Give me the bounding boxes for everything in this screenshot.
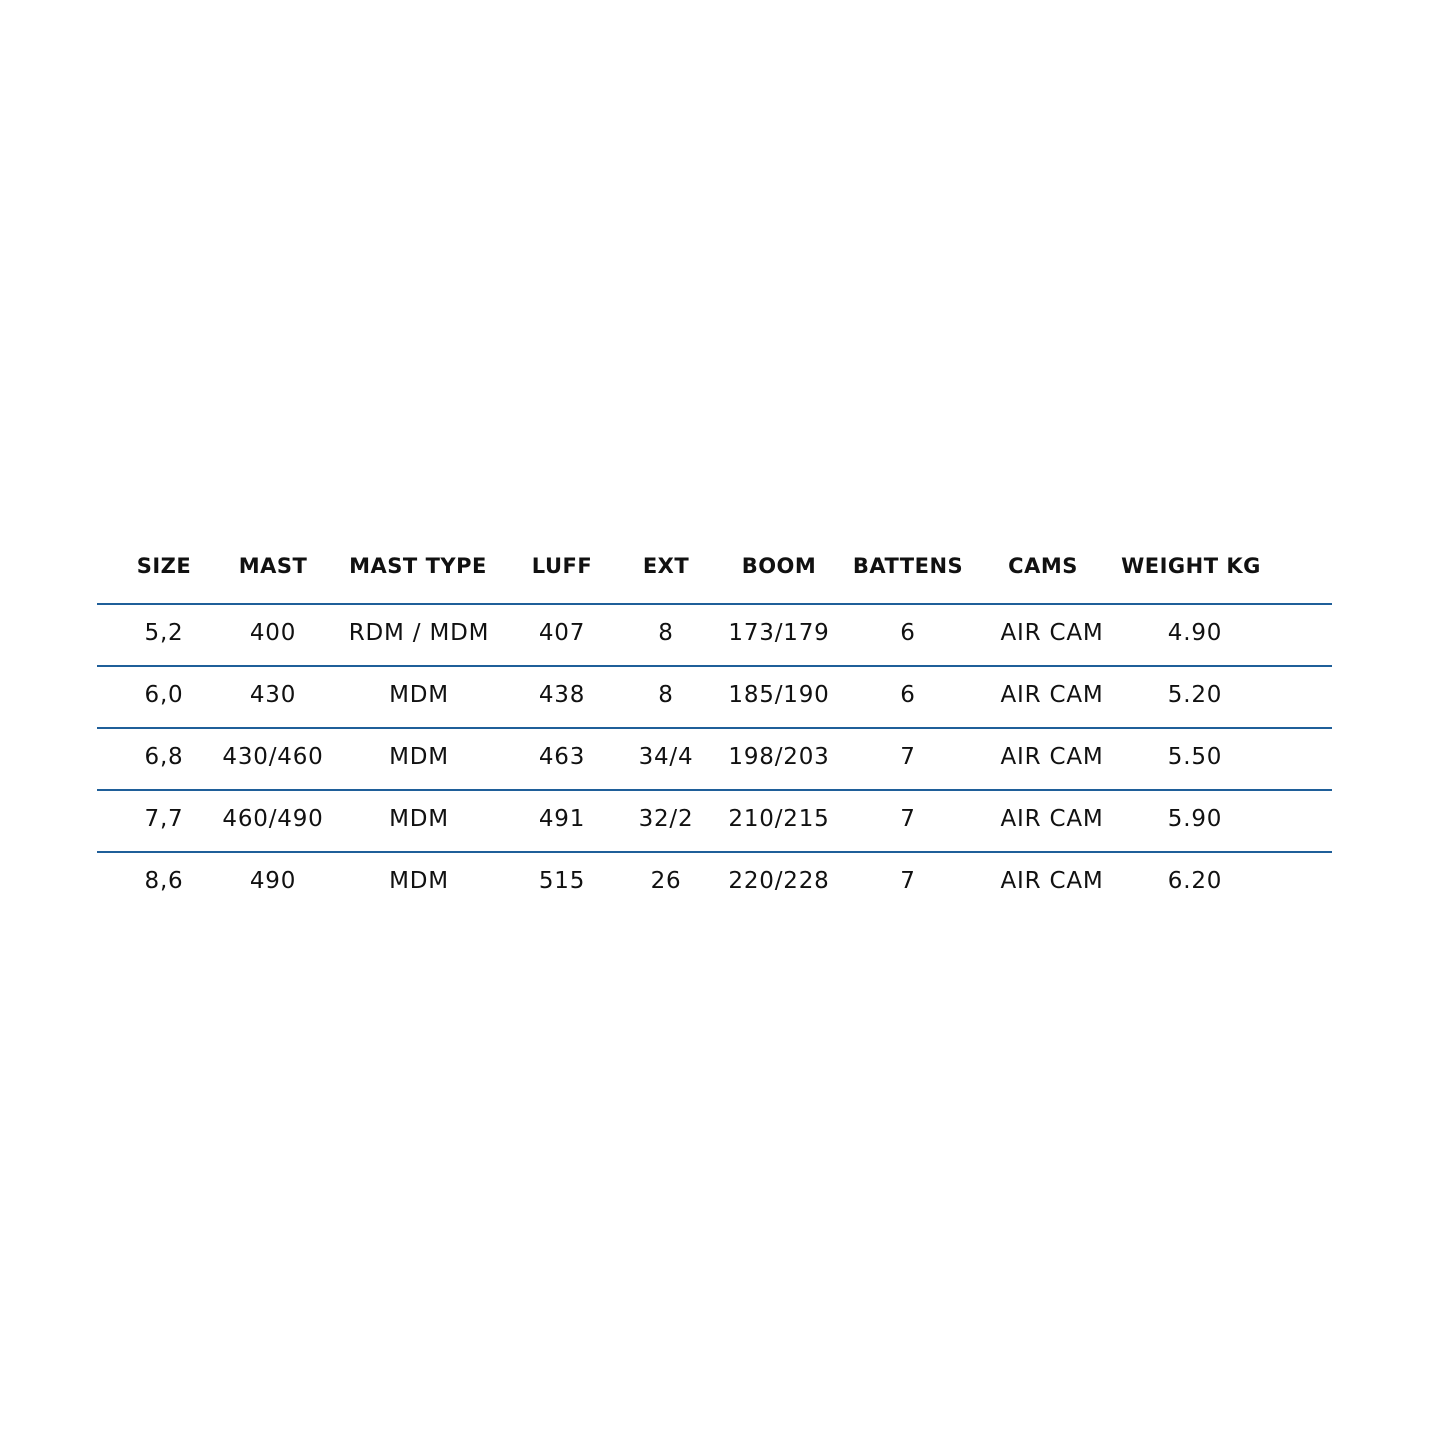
cell-mast: 430 — [249, 682, 297, 708]
cell-luff: 438 — [538, 682, 586, 708]
cell-size: 6,8 — [144, 744, 184, 770]
header-luff: LUFF — [531, 554, 593, 578]
cell-size: 8,6 — [144, 868, 184, 894]
header-size: SIZE — [136, 554, 192, 578]
table-row — [97, 851, 1332, 913]
cell-cams: AIR CAM — [1000, 744, 1104, 770]
table-row — [97, 665, 1332, 727]
cell-ext: 8 — [658, 620, 674, 646]
cell-luff: 491 — [538, 806, 586, 832]
cell-weight: 4.90 — [1167, 620, 1223, 646]
cell-boom: 185/190 — [728, 682, 830, 708]
header-mast: MAST — [238, 554, 308, 578]
header-weight-kg: WEIGHT KG — [1121, 554, 1261, 578]
header-ext: EXT — [642, 554, 690, 578]
cell-battens: 6 — [900, 682, 916, 708]
cell-cams: AIR CAM — [1000, 682, 1104, 708]
header-cams: CAMS — [1008, 554, 1078, 578]
cell-boom: 198/203 — [728, 744, 830, 770]
cell-mast: 400 — [249, 620, 297, 646]
cell-size: 7,7 — [144, 806, 184, 832]
cell-mast: 430/460 — [222, 744, 324, 770]
cell-mast: 460/490 — [222, 806, 324, 832]
cell-ext: 32/2 — [638, 806, 694, 832]
cell-mast-type: MDM — [389, 806, 449, 832]
cell-boom: 173/179 — [728, 620, 830, 646]
cell-luff: 407 — [538, 620, 586, 646]
header-battens: BATTENS — [852, 554, 964, 578]
spec-table — [97, 540, 1332, 913]
cell-mast: 490 — [249, 868, 297, 894]
table-header-row — [97, 540, 1332, 603]
table-row — [97, 727, 1332, 789]
header-mast-type: MAST TYPE — [349, 554, 487, 578]
table-row — [97, 603, 1332, 665]
cell-ext: 34/4 — [638, 744, 694, 770]
cell-mast-type: RDM / MDM — [348, 620, 490, 646]
header-boom: BOOM — [741, 554, 817, 578]
cell-weight: 6.20 — [1167, 868, 1223, 894]
cell-mast-type: MDM — [389, 744, 449, 770]
cell-battens: 6 — [900, 620, 916, 646]
cell-weight: 5.50 — [1167, 744, 1223, 770]
cell-cams: AIR CAM — [1000, 868, 1104, 894]
cell-ext: 26 — [650, 868, 682, 894]
cell-size: 6,0 — [144, 682, 184, 708]
cell-boom: 220/228 — [728, 868, 830, 894]
table-row — [97, 789, 1332, 851]
cell-luff: 515 — [538, 868, 586, 894]
cell-battens: 7 — [900, 806, 916, 832]
cell-cams: AIR CAM — [1000, 620, 1104, 646]
cell-size: 5,2 — [144, 620, 184, 646]
cell-mast-type: MDM — [389, 682, 449, 708]
cell-weight: 5.90 — [1167, 806, 1223, 832]
cell-mast-type: MDM — [389, 868, 449, 894]
cell-luff: 463 — [538, 744, 586, 770]
cell-cams: AIR CAM — [1000, 806, 1104, 832]
cell-weight: 5.20 — [1167, 682, 1223, 708]
cell-boom: 210/215 — [728, 806, 830, 832]
cell-battens: 7 — [900, 868, 916, 894]
cell-ext: 8 — [658, 682, 674, 708]
cell-battens: 7 — [900, 744, 916, 770]
